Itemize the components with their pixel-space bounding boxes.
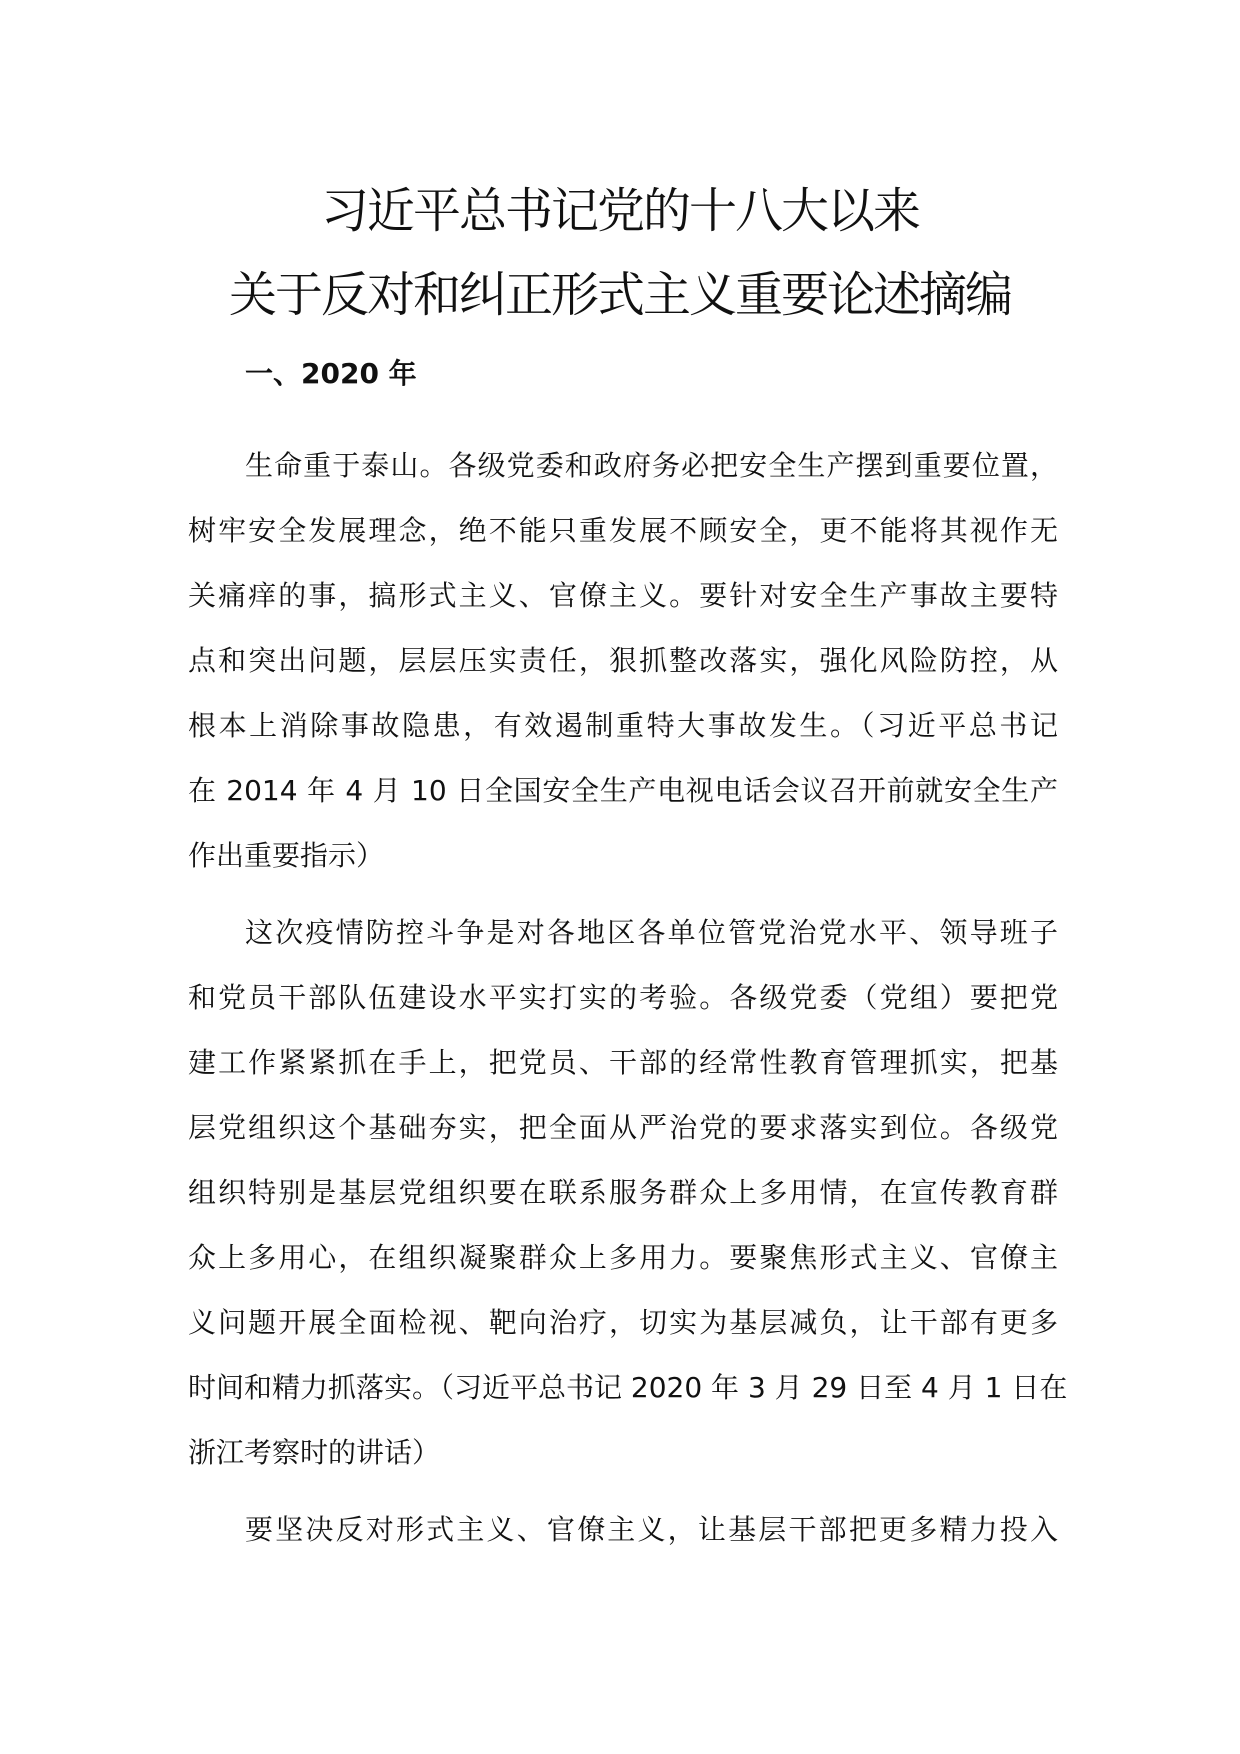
section-heading: 一、2020 年 <box>245 357 417 390</box>
paragraph-line: 建工作紧紧抓在手上，把党员、干部的经常性教育管理抓实，把基 <box>188 1046 1058 1079</box>
paragraph-line: 时间和精力抓落实。（习近平总书记 2020 年 3 月 29 日至 4 月 1 日在 <box>188 1371 1068 1404</box>
paragraph-line: 组织特别是基层党组织要在联系服务群众上多用情，在宣传教育群 <box>188 1176 1058 1209</box>
paragraph-line: 在 2014 年 4 月 10 日全国安全生产电视电话会议召开前就安全生产 <box>188 774 1058 807</box>
paragraph <box>188 900 1068 1485</box>
paragraph <box>188 433 1058 888</box>
paragraph-line: 众上多用心，在组织凝聚群众上多用力。要聚焦形式主义、官僚主 <box>188 1241 1058 1274</box>
paragraph-line: 作出重要指示） <box>188 839 385 872</box>
paragraph <box>188 1497 1058 1562</box>
paragraph-line: 生命重于泰山。各级党委和政府务必把安全生产摆到重要位置， <box>245 449 1058 482</box>
paragraph-line: 点和突出问题，层层压实责任，狠抓整改落实，强化风险防控，从 <box>188 644 1058 677</box>
paragraph-line: 根本上消除事故隐患，有效遏制重特大事故发生。（习近平总书记 <box>188 709 1058 742</box>
document-title-line-1: 习近平总书记党的十八大以来 <box>320 183 919 239</box>
paragraph-line: 这次疫情防控斗争是对各地区各单位管党治党水平、领导班子 <box>245 916 1058 949</box>
paragraph-line: 树牢安全发展理念，绝不能只重发展不顾安全，更不能将其视作无 <box>188 514 1058 547</box>
paragraph-line: 关痛痒的事，搞形式主义、官僚主义。要针对安全生产事故主要特 <box>188 579 1058 612</box>
paragraph-line: 层党组织这个基础夯实，把全面从严治党的要求落实到位。各级党 <box>188 1111 1058 1144</box>
paragraph-line: 要坚决反对形式主义、官僚主义，让基层干部把更多精力投入 <box>245 1513 1058 1546</box>
paragraph-line: 浙江考察时的讲话） <box>188 1436 441 1469</box>
paragraph-line: 义问题开展全面检视、靶向治疗，切实为基层减负，让干部有更多 <box>188 1306 1058 1339</box>
document-title-line-2: 关于反对和纠正形式主义重要论述摘编 <box>228 267 1011 323</box>
paragraph-line: 和党员干部队伍建设水平实打实的考验。各级党委（党组）要把党 <box>188 981 1058 1014</box>
